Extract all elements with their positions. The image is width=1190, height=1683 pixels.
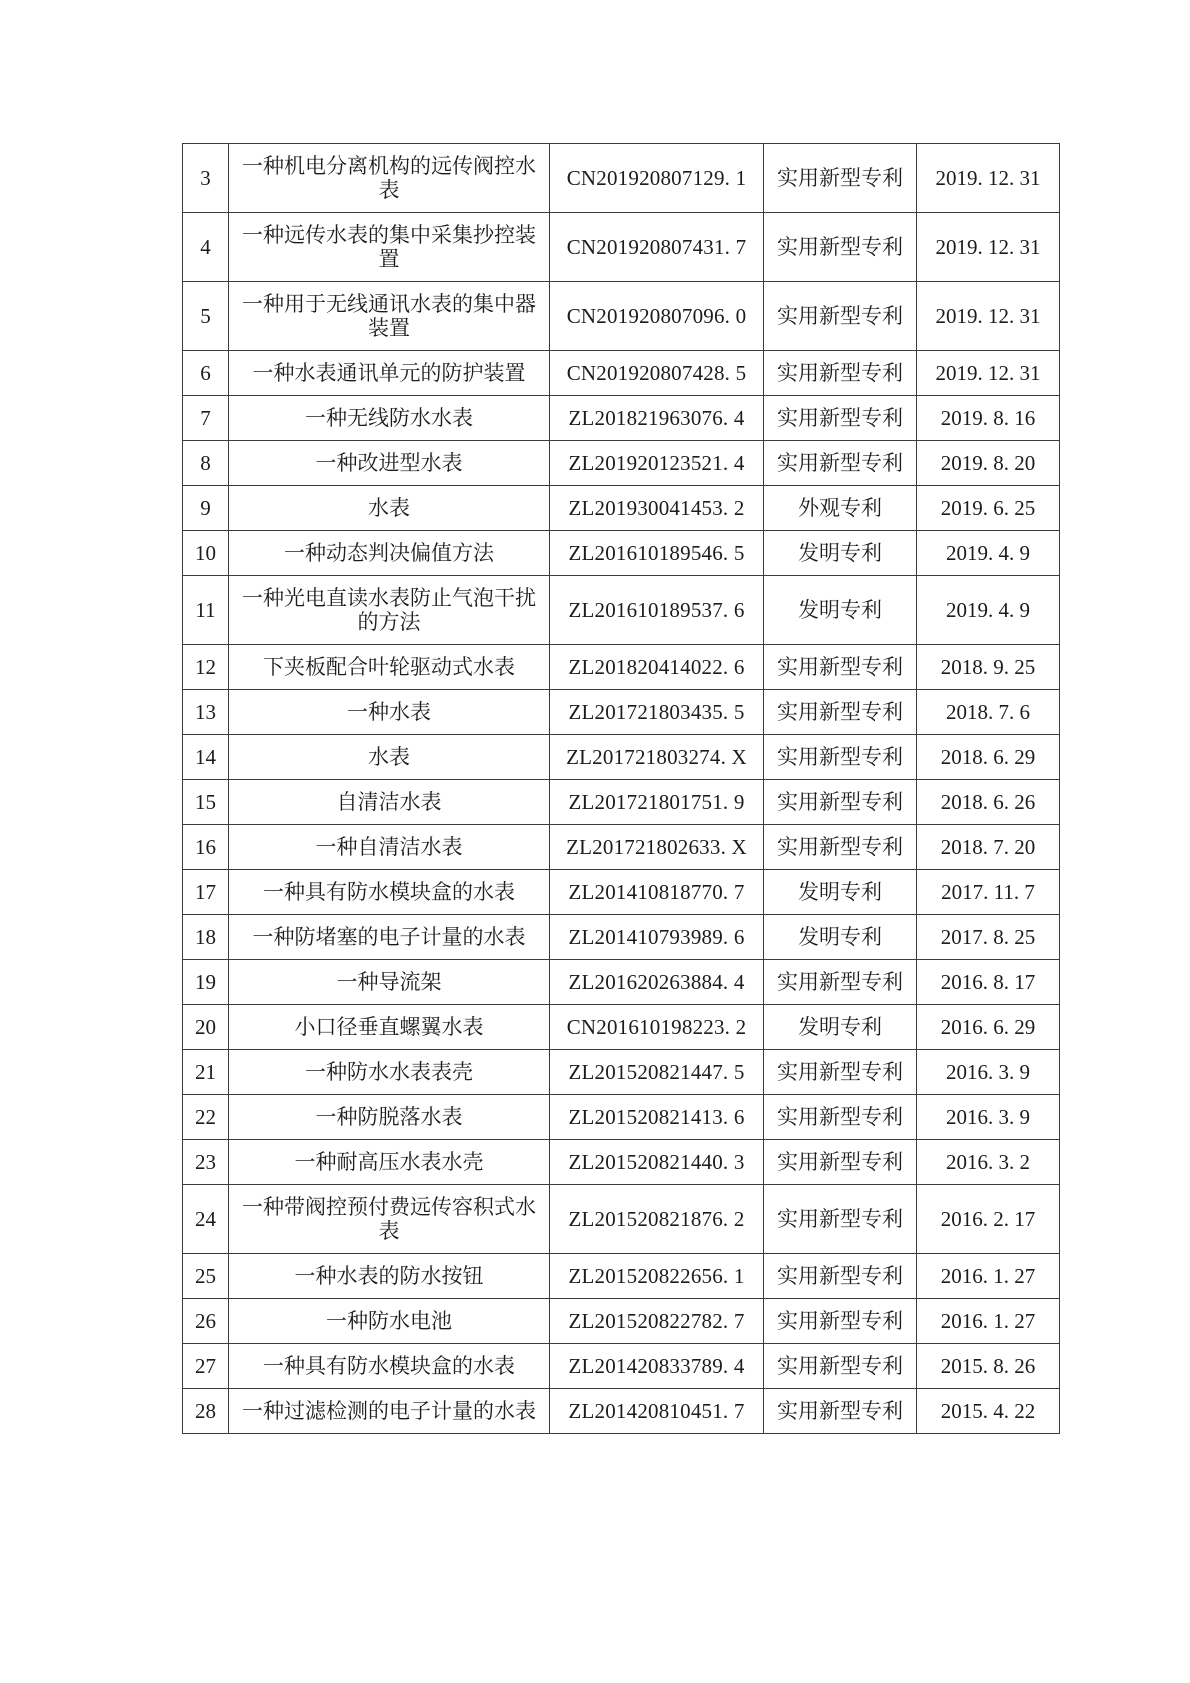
cell-date: 2019. 12. 31: [917, 351, 1060, 396]
cell-name: 一种自清洁水表: [229, 825, 550, 870]
cell-type: 发明专利: [764, 576, 917, 645]
cell-name: 一种动态判决偏值方法: [229, 531, 550, 576]
cell-type: 实用新型专利: [764, 960, 917, 1005]
cell-index: 20: [183, 1005, 229, 1050]
cell-type: 实用新型专利: [764, 396, 917, 441]
cell-index: 13: [183, 690, 229, 735]
cell-date: 2017. 11. 7: [917, 870, 1060, 915]
cell-index: 11: [183, 576, 229, 645]
cell-type: 实用新型专利: [764, 1050, 917, 1095]
cell-index: 15: [183, 780, 229, 825]
table-row: [183, 870, 1060, 915]
table-row: [183, 1095, 1060, 1140]
cell-date: 2018. 7. 6: [917, 690, 1060, 735]
table-row: [183, 396, 1060, 441]
cell-name: 一种防水电池: [229, 1299, 550, 1344]
cell-number: ZL201410793989. 6: [550, 915, 764, 960]
cell-number: ZL201410818770. 7: [550, 870, 764, 915]
cell-number: ZL201520821876. 2: [550, 1185, 764, 1254]
cell-index: 7: [183, 396, 229, 441]
cell-name: 自清洁水表: [229, 780, 550, 825]
cell-number: ZL201920123521. 4: [550, 441, 764, 486]
cell-number: CN201920807431. 7: [550, 213, 764, 282]
cell-index: 27: [183, 1344, 229, 1389]
table-row: [183, 486, 1060, 531]
cell-date: 2016. 2. 17: [917, 1185, 1060, 1254]
cell-name: 一种防脱落水表: [229, 1095, 550, 1140]
cell-index: 25: [183, 1254, 229, 1299]
cell-index: 14: [183, 735, 229, 780]
cell-number: ZL201721803274. X: [550, 735, 764, 780]
cell-name: 一种具有防水模块盒的水表: [229, 870, 550, 915]
patent-table: [182, 143, 1060, 1434]
cell-number: ZL201520821440. 3: [550, 1140, 764, 1185]
cell-name: 一种水表的防水按钮: [229, 1254, 550, 1299]
cell-number: ZL201821963076. 4: [550, 396, 764, 441]
table-row: [183, 351, 1060, 396]
table-row: [183, 1005, 1060, 1050]
cell-type: 实用新型专利: [764, 645, 917, 690]
cell-type: 发明专利: [764, 1005, 917, 1050]
table-row: [183, 915, 1060, 960]
cell-type: 实用新型专利: [764, 282, 917, 351]
cell-number: ZL201610189546. 5: [550, 531, 764, 576]
cell-name: 一种耐高压水表水壳: [229, 1140, 550, 1185]
cell-type: 实用新型专利: [764, 1095, 917, 1140]
cell-number: ZL201721802633. X: [550, 825, 764, 870]
cell-date: 2016. 3. 9: [917, 1050, 1060, 1095]
cell-index: 22: [183, 1095, 229, 1140]
cell-name: 一种带阀控预付费远传容积式水表: [229, 1185, 550, 1254]
cell-name: 一种过滤检测的电子计量的水表: [229, 1389, 550, 1434]
cell-name: 一种改进型水表: [229, 441, 550, 486]
cell-number: ZL201520821447. 5: [550, 1050, 764, 1095]
cell-name: 小口径垂直螺翼水表: [229, 1005, 550, 1050]
cell-name: 一种远传水表的集中采集抄控装置: [229, 213, 550, 282]
cell-index: 12: [183, 645, 229, 690]
cell-index: 21: [183, 1050, 229, 1095]
cell-date: 2015. 4. 22: [917, 1389, 1060, 1434]
cell-number: ZL201520822656. 1: [550, 1254, 764, 1299]
table-row: [183, 1050, 1060, 1095]
cell-index: 9: [183, 486, 229, 531]
cell-date: 2019. 6. 25: [917, 486, 1060, 531]
table-row: [183, 825, 1060, 870]
cell-number: ZL201610189537. 6: [550, 576, 764, 645]
cell-date: 2018. 6. 26: [917, 780, 1060, 825]
cell-type: 外观专利: [764, 486, 917, 531]
cell-index: 10: [183, 531, 229, 576]
table-row: [183, 576, 1060, 645]
cell-type: 实用新型专利: [764, 825, 917, 870]
patent-table-body: [183, 144, 1060, 1434]
cell-date: 2019. 4. 9: [917, 531, 1060, 576]
cell-number: ZL201930041453. 2: [550, 486, 764, 531]
cell-type: 发明专利: [764, 531, 917, 576]
cell-type: 实用新型专利: [764, 213, 917, 282]
cell-number: ZL201520822782. 7: [550, 1299, 764, 1344]
cell-number: ZL201520821413. 6: [550, 1095, 764, 1140]
cell-number: ZL201721801751. 9: [550, 780, 764, 825]
cell-type: 实用新型专利: [764, 735, 917, 780]
cell-type: 实用新型专利: [764, 144, 917, 213]
cell-date: 2018. 6. 29: [917, 735, 1060, 780]
cell-name: 一种用于无线通讯水表的集中器装置: [229, 282, 550, 351]
table-row: [183, 780, 1060, 825]
cell-date: 2017. 8. 25: [917, 915, 1060, 960]
patent-table-container: [182, 143, 1059, 1434]
table-row: [183, 1389, 1060, 1434]
cell-date: 2019. 8. 16: [917, 396, 1060, 441]
cell-index: 6: [183, 351, 229, 396]
cell-index: 16: [183, 825, 229, 870]
cell-index: 8: [183, 441, 229, 486]
cell-date: 2016. 3. 2: [917, 1140, 1060, 1185]
cell-name: 下夹板配合叶轮驱动式水表: [229, 645, 550, 690]
cell-type: 发明专利: [764, 915, 917, 960]
table-row: [183, 1299, 1060, 1344]
cell-date: 2016. 1. 27: [917, 1299, 1060, 1344]
cell-type: 实用新型专利: [764, 351, 917, 396]
cell-name: 一种防堵塞的电子计量的水表: [229, 915, 550, 960]
cell-date: 2019. 8. 20: [917, 441, 1060, 486]
cell-name: 水表: [229, 486, 550, 531]
cell-name: 一种光电直读水表防止气泡干扰的方法: [229, 576, 550, 645]
cell-name: 一种水表: [229, 690, 550, 735]
cell-date: 2016. 8. 17: [917, 960, 1060, 1005]
cell-index: 4: [183, 213, 229, 282]
cell-index: 3: [183, 144, 229, 213]
cell-date: 2016. 1. 27: [917, 1254, 1060, 1299]
cell-date: 2019. 12. 31: [917, 213, 1060, 282]
cell-type: 实用新型专利: [764, 1389, 917, 1434]
cell-index: 26: [183, 1299, 229, 1344]
cell-name: 一种无线防水水表: [229, 396, 550, 441]
table-row: [183, 213, 1060, 282]
cell-type: 实用新型专利: [764, 1344, 917, 1389]
cell-name: 一种机电分离机构的远传阀控水表: [229, 144, 550, 213]
cell-number: ZL201620263884. 4: [550, 960, 764, 1005]
cell-number: ZL201420833789. 4: [550, 1344, 764, 1389]
cell-date: 2019. 12. 31: [917, 282, 1060, 351]
cell-type: 实用新型专利: [764, 1254, 917, 1299]
cell-type: 实用新型专利: [764, 1140, 917, 1185]
cell-index: 28: [183, 1389, 229, 1434]
cell-index: 17: [183, 870, 229, 915]
cell-number: CN201920807129. 1: [550, 144, 764, 213]
cell-name: 一种水表通讯单元的防护装置: [229, 351, 550, 396]
cell-type: 实用新型专利: [764, 780, 917, 825]
cell-date: 2016. 3. 9: [917, 1095, 1060, 1140]
cell-type: 实用新型专利: [764, 441, 917, 486]
cell-date: 2019. 4. 9: [917, 576, 1060, 645]
table-row: [183, 1344, 1060, 1389]
cell-index: 19: [183, 960, 229, 1005]
table-row: [183, 144, 1060, 213]
cell-index: 5: [183, 282, 229, 351]
table-row: [183, 1140, 1060, 1185]
cell-date: 2018. 7. 20: [917, 825, 1060, 870]
cell-date: 2019. 12. 31: [917, 144, 1060, 213]
cell-type: 实用新型专利: [764, 1299, 917, 1344]
cell-date: 2016. 6. 29: [917, 1005, 1060, 1050]
cell-type: 实用新型专利: [764, 1185, 917, 1254]
table-row: [183, 690, 1060, 735]
table-row: [183, 531, 1060, 576]
cell-index: 24: [183, 1185, 229, 1254]
cell-name: 水表: [229, 735, 550, 780]
cell-index: 23: [183, 1140, 229, 1185]
cell-number: ZL201420810451. 7: [550, 1389, 764, 1434]
cell-number: CN201610198223. 2: [550, 1005, 764, 1050]
table-row: [183, 441, 1060, 486]
cell-number: ZL201721803435. 5: [550, 690, 764, 735]
table-row: [183, 645, 1060, 690]
cell-date: 2015. 8. 26: [917, 1344, 1060, 1389]
cell-name: 一种导流架: [229, 960, 550, 1005]
cell-type: 实用新型专利: [764, 690, 917, 735]
cell-type: 发明专利: [764, 870, 917, 915]
table-row: [183, 282, 1060, 351]
table-row: [183, 735, 1060, 780]
cell-index: 18: [183, 915, 229, 960]
cell-number: CN201920807096. 0: [550, 282, 764, 351]
table-row: [183, 1254, 1060, 1299]
cell-number: ZL201820414022. 6: [550, 645, 764, 690]
cell-name: 一种具有防水模块盒的水表: [229, 1344, 550, 1389]
table-row: [183, 1185, 1060, 1254]
cell-name: 一种防水水表表壳: [229, 1050, 550, 1095]
table-row: [183, 960, 1060, 1005]
cell-date: 2018. 9. 25: [917, 645, 1060, 690]
cell-number: CN201920807428. 5: [550, 351, 764, 396]
